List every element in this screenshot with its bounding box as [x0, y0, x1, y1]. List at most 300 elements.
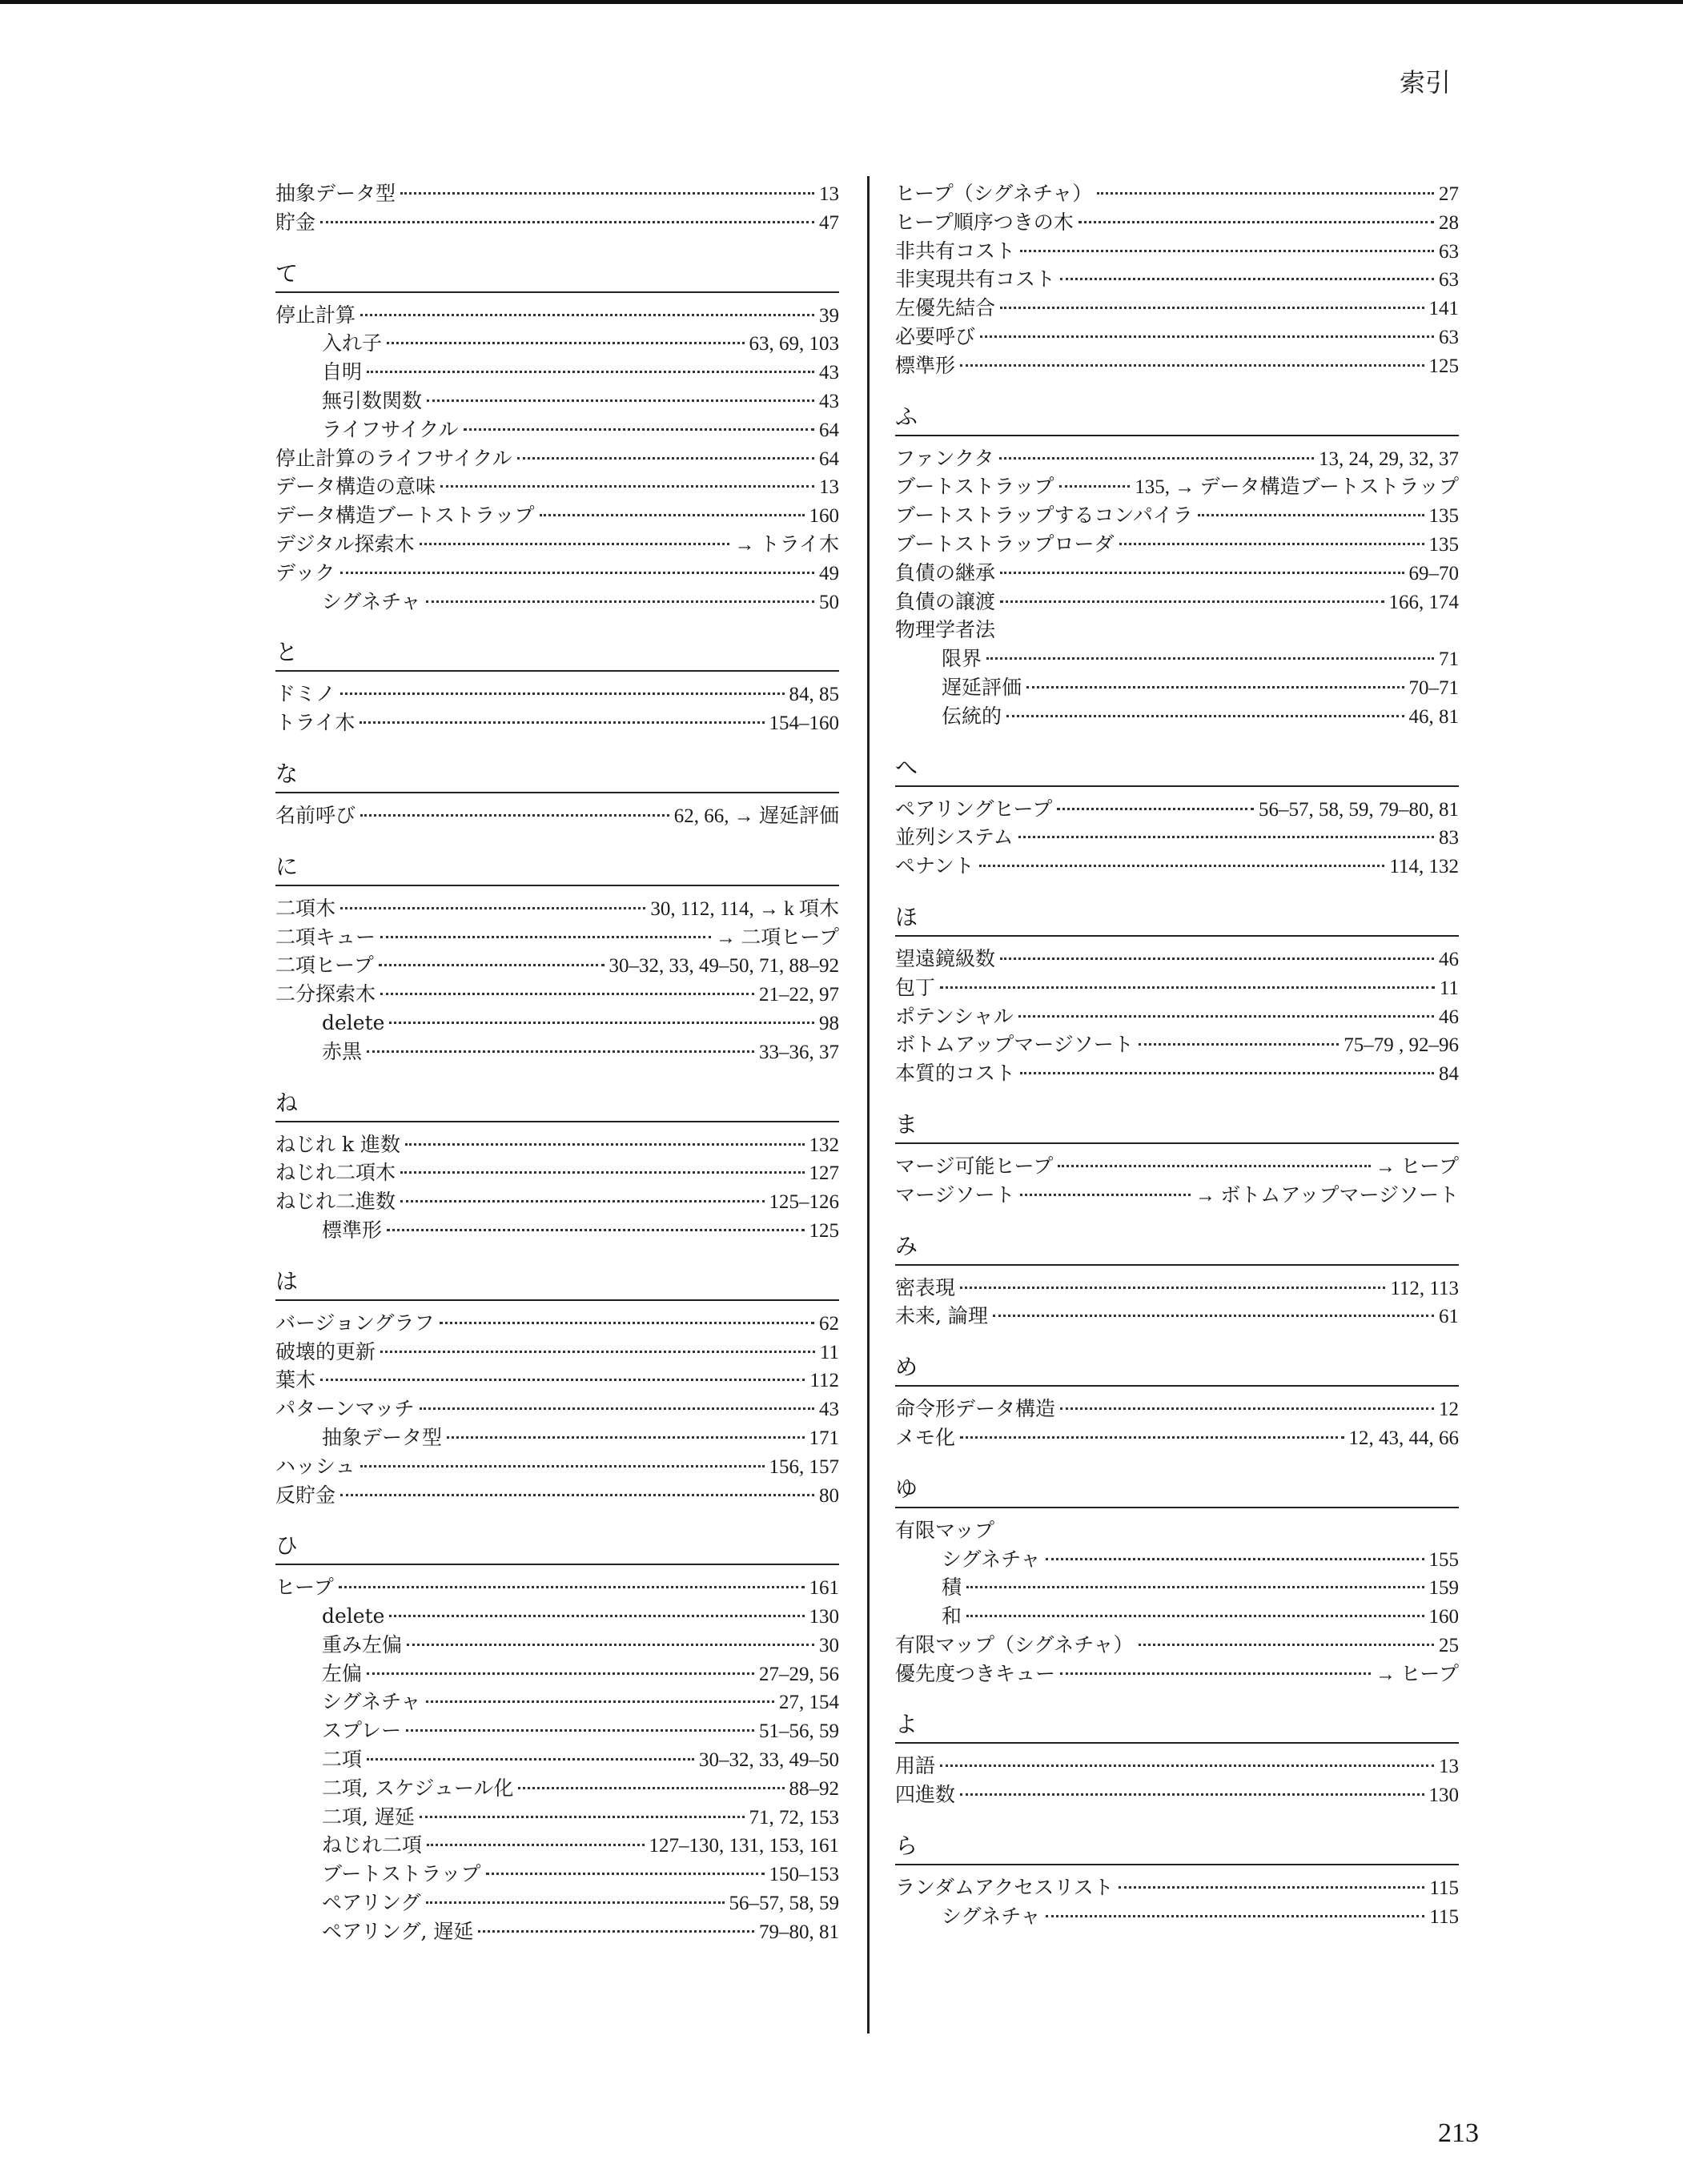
entry-page-ref: 125 — [1428, 355, 1459, 377]
entry-page-ref: 43 — [819, 1399, 839, 1421]
entry-term: 四進数 — [895, 1783, 956, 1807]
dot-leader — [440, 485, 814, 488]
entry-page-ref: 115 — [1429, 1905, 1459, 1928]
index-entry — [895, 1274, 1459, 1303]
entry-term: 和 — [942, 1604, 962, 1628]
entry-page-ref: 27–29, 56 — [759, 1663, 839, 1685]
entry-page-ref: 33–36, 37 — [759, 1041, 839, 1063]
index-subentry — [275, 1917, 839, 1946]
entry-term: 貯金 — [275, 210, 316, 234]
entry-term: ブートストラップローダ — [895, 532, 1115, 556]
section-heading: ま — [895, 1110, 918, 1138]
entry-page-ref: 130 — [1428, 1785, 1459, 1807]
entry-term: 赤黒 — [322, 1039, 363, 1063]
index-entry — [895, 1752, 1459, 1781]
entry-term: 遅延評価 — [942, 675, 1022, 699]
entry-page-ref: 64 — [819, 419, 839, 441]
dot-leader — [400, 192, 814, 195]
section-rule — [275, 1564, 839, 1565]
index-subentry — [895, 644, 1459, 673]
section-heading: に — [275, 853, 299, 880]
entry-page-ref: 11 — [1439, 977, 1459, 999]
entry-term: 二項木 — [275, 896, 336, 920]
dot-leader — [478, 1930, 754, 1933]
dot-leader — [360, 314, 814, 316]
index-section — [895, 399, 1459, 731]
index-subentry — [275, 358, 839, 387]
entry-term: 反貯金 — [275, 1483, 336, 1507]
entry-term: ペアリング — [322, 1891, 421, 1915]
index-entry — [895, 945, 1459, 974]
entry-page-ref: 166, 174 — [1388, 591, 1459, 613]
entry-term: ハッシュ — [275, 1454, 355, 1478]
dot-leader — [518, 1787, 784, 1789]
dot-leader — [940, 1764, 1434, 1767]
section-rule — [895, 1864, 1459, 1865]
entry-term: 左偏 — [322, 1661, 363, 1685]
section-rule — [895, 1742, 1459, 1744]
index-subentry — [275, 1889, 839, 1917]
index-entry — [275, 1573, 839, 1602]
index-subentry — [275, 416, 839, 444]
section-heading: と — [275, 639, 299, 666]
index-section — [895, 1229, 1459, 1331]
index-subentry — [275, 1009, 839, 1038]
entry-page-ref: 39 — [819, 304, 839, 327]
dot-leader — [979, 865, 1385, 867]
index-entry — [895, 616, 1459, 644]
section-heading: よ — [895, 1711, 918, 1738]
index-section — [275, 179, 839, 237]
entry-page-ref: 13, 24, 29, 32, 37 — [1319, 448, 1459, 470]
index-entry — [275, 923, 839, 952]
entry-page-ref: → ヒープ — [1375, 1155, 1459, 1178]
index-entry — [275, 801, 839, 830]
entry-page-ref: 11 — [819, 1341, 839, 1363]
index-entry — [275, 301, 839, 330]
entry-term: マージ可能ヒープ — [895, 1154, 1054, 1178]
entry-page-ref: 43 — [819, 362, 839, 384]
entry-term: メモ化 — [895, 1425, 956, 1449]
index-subentry — [895, 1573, 1459, 1602]
entry-term: 未来, 論理 — [895, 1304, 988, 1328]
entry-term: 二項 — [322, 1748, 363, 1772]
entry-page-ref: 159 — [1428, 1577, 1459, 1600]
entry-page-ref: 13 — [819, 476, 839, 499]
section-rule — [275, 670, 839, 672]
index-entry — [275, 1158, 839, 1187]
index-entry — [895, 294, 1459, 323]
entry-term: 重み左偏 — [322, 1632, 403, 1656]
index-section — [275, 256, 839, 616]
dot-leader — [340, 907, 645, 909]
entry-term: 抽象データ型 — [322, 1425, 443, 1449]
dot-leader — [1018, 836, 1434, 838]
entry-term: 物理学者法 — [895, 618, 996, 642]
section-rule — [895, 935, 1459, 937]
index-entry — [895, 472, 1459, 501]
index-section — [895, 1471, 1459, 1688]
dot-leader — [426, 1901, 725, 1904]
entry-page-ref: 13 — [819, 183, 839, 205]
dot-leader — [1018, 1015, 1434, 1018]
index-entry — [275, 709, 839, 737]
section-heading: み — [895, 1232, 918, 1259]
index-entry — [895, 559, 1459, 588]
index-subentry — [275, 1660, 839, 1688]
index-entry — [895, 1516, 1459, 1545]
index-subentry — [275, 1831, 839, 1860]
entry-page-ref: 84, 85 — [789, 684, 839, 706]
index-entry — [895, 323, 1459, 351]
entry-term: ねじれ k 進数 — [275, 1132, 401, 1156]
entry-term: 包丁 — [895, 975, 936, 999]
entry-term: ボトムアップマージソート — [895, 1033, 1134, 1057]
index-column-left — [275, 179, 839, 1946]
dot-leader — [540, 514, 805, 516]
dot-leader — [966, 1586, 1424, 1588]
index-section — [275, 1086, 839, 1245]
index-section — [895, 900, 1459, 1088]
entry-page-ref: 27, 154 — [779, 1692, 839, 1714]
index-entry — [895, 1059, 1459, 1088]
entry-page-ref: 47 — [819, 211, 839, 234]
entry-page-ref: 30, 112, 114, → k 項木 — [650, 897, 839, 920]
entry-term: ブートストラップ — [895, 475, 1054, 499]
entry-term: ペアリングヒープ — [895, 797, 1053, 821]
dot-leader — [517, 457, 814, 460]
entry-term: 密表現 — [895, 1275, 956, 1299]
entry-page-ref: 130 — [809, 1606, 839, 1628]
dot-leader — [1060, 278, 1434, 280]
dot-leader — [1000, 307, 1424, 309]
index-entry — [275, 179, 839, 208]
index-subentry — [275, 1745, 839, 1774]
entry-page-ref: 46, 81 — [1408, 705, 1459, 728]
entry-term: 二項ヒープ — [275, 953, 374, 978]
index-entry — [895, 1873, 1459, 1902]
index-entry — [895, 852, 1459, 881]
index-entry — [895, 501, 1459, 530]
dot-leader — [960, 1287, 1385, 1289]
index-section — [895, 1829, 1459, 1931]
section-rule — [895, 785, 1459, 787]
index-subentry — [275, 1774, 839, 1803]
entry-page-ref: 51–56, 59 — [759, 1720, 839, 1743]
entry-term: ファンクタ — [895, 446, 994, 470]
entry-term: 望遠鏡級数 — [895, 946, 996, 970]
entry-term: シグネチャ — [322, 1690, 421, 1714]
index-entry — [275, 472, 839, 501]
dot-leader — [960, 1793, 1424, 1796]
index-entry — [275, 208, 839, 237]
dot-leader — [1078, 221, 1434, 223]
entry-term: 限界 — [942, 647, 982, 671]
section-rule — [275, 1299, 839, 1301]
entry-page-ref: 56–57, 58, 59, 79–80, 81 — [1259, 798, 1459, 821]
dot-leader — [400, 1171, 804, 1174]
index-subentry — [275, 588, 839, 616]
entry-page-ref: 112, 113 — [1390, 1277, 1459, 1299]
entry-page-ref: 150–153 — [769, 1864, 839, 1886]
dot-leader — [420, 1407, 814, 1410]
dot-leader — [986, 657, 1434, 660]
dot-leader — [406, 1729, 754, 1732]
index-entry — [895, 444, 1459, 473]
entry-page-ref: 79–80, 81 — [759, 1921, 839, 1943]
dot-leader — [340, 1494, 814, 1496]
index-entry — [275, 1395, 839, 1423]
entry-page-ref: 64 — [819, 448, 839, 470]
entry-term: 有限マップ — [895, 1518, 995, 1542]
entry-page-ref: 63, 69, 103 — [749, 333, 839, 355]
index-section — [275, 635, 839, 737]
index-section — [275, 1528, 839, 1945]
index-subentry — [275, 329, 839, 358]
dot-leader — [1059, 485, 1131, 488]
dot-leader — [320, 1379, 805, 1381]
entry-term: デジタル探索木 — [275, 532, 415, 556]
index-entry — [275, 980, 839, 1009]
index-section — [895, 1107, 1459, 1210]
entry-term: ヒープ順序つきの木 — [895, 210, 1074, 234]
index-subentry — [895, 1545, 1459, 1574]
index-subentry — [275, 1216, 839, 1245]
entry-term: delete — [322, 1010, 385, 1034]
dot-leader — [400, 1200, 764, 1202]
index-entry — [895, 795, 1459, 824]
index-subentry — [275, 1038, 839, 1066]
entry-page-ref: 61 — [1439, 1306, 1459, 1328]
dot-leader — [380, 936, 711, 938]
entry-term: delete — [322, 1604, 385, 1628]
entry-term: 二項, 遅延 — [322, 1805, 415, 1829]
section-heading: ほ — [895, 903, 918, 930]
running-head: 索引 — [1399, 67, 1451, 98]
dot-leader — [1020, 1194, 1191, 1196]
dot-leader — [380, 993, 754, 995]
section-rule — [895, 1385, 1459, 1387]
entry-page-ref: 62 — [819, 1312, 839, 1335]
dot-leader — [427, 399, 814, 402]
entry-page-ref: 125 — [809, 1219, 839, 1242]
entry-term: 負債の譲渡 — [895, 589, 996, 613]
index-entry — [275, 1187, 839, 1216]
index-column-right — [895, 179, 1459, 1931]
entry-term: 伝統的 — [942, 704, 1002, 728]
entry-page-ref: 13 — [1439, 1756, 1459, 1778]
index-entry — [895, 1302, 1459, 1331]
index-subentry — [275, 1688, 839, 1716]
entry-page-ref: 30 — [819, 1634, 839, 1656]
dot-leader — [427, 1844, 644, 1846]
entry-page-ref: 27 — [1439, 183, 1459, 205]
entry-page-ref: 155 — [1428, 1548, 1459, 1571]
index-entry — [275, 1481, 839, 1510]
entry-page-ref: 25 — [1439, 1634, 1459, 1656]
index-section — [275, 1264, 839, 1510]
index-entry — [895, 1030, 1459, 1059]
section-heading: へ — [895, 753, 918, 781]
entry-page-ref: 141 — [1428, 298, 1459, 320]
entry-page-ref: 80 — [819, 1484, 839, 1507]
index-subentry — [275, 1803, 839, 1832]
entry-term: マージソート — [895, 1182, 1015, 1206]
index-entry — [895, 823, 1459, 852]
entry-page-ref: 112 — [809, 1370, 839, 1392]
entry-page-ref: 88–92 — [789, 1777, 839, 1800]
entry-term: データ構造の意味 — [275, 475, 436, 499]
entry-page-ref: 127 — [809, 1162, 839, 1185]
dot-leader — [405, 1143, 804, 1146]
dot-leader — [1026, 686, 1404, 689]
index-entry — [895, 1781, 1459, 1809]
dot-leader — [367, 1050, 754, 1053]
dot-leader — [379, 964, 605, 966]
dot-leader — [1020, 1072, 1434, 1074]
dot-leader — [387, 1229, 804, 1231]
entry-page-ref: 70–71 — [1408, 676, 1459, 699]
section-rule — [895, 1142, 1459, 1144]
index-entry — [895, 237, 1459, 266]
entry-term: 必要呼び — [895, 324, 976, 348]
index-subentry — [895, 1602, 1459, 1631]
entry-term: デック — [275, 560, 335, 584]
entry-page-ref: 62, 66, → 遅延評価 — [673, 805, 839, 827]
entry-page-ref: 49 — [819, 562, 839, 584]
dot-leader — [1119, 543, 1424, 545]
scan-edge — [0, 0, 1683, 4]
dot-leader — [993, 1315, 1434, 1317]
entry-term: ヒープ（シグネチャ） — [895, 182, 1093, 205]
section-rule — [275, 792, 839, 793]
index-subentry — [895, 1902, 1459, 1931]
index-entry — [895, 1423, 1459, 1452]
dot-leader — [426, 1700, 774, 1703]
index-entry — [895, 1631, 1459, 1660]
dot-leader — [1060, 1407, 1434, 1410]
index-entry — [275, 1452, 839, 1481]
entry-term: 用語 — [895, 1754, 936, 1778]
section-heading: ら — [895, 1833, 918, 1860]
entry-term: 優先度つきキュー — [895, 1661, 1056, 1685]
entry-term: 二項, スケジュール化 — [322, 1776, 514, 1800]
entry-page-ref: 63 — [1439, 269, 1459, 291]
entry-page-ref: 75–79 , 92–96 — [1344, 1034, 1459, 1057]
section-rule — [275, 1121, 839, 1122]
index-entry — [275, 1366, 839, 1395]
index-subentry — [275, 1860, 839, 1889]
section-heading: ゆ — [895, 1475, 918, 1502]
section-heading: て — [275, 259, 299, 287]
entry-page-ref: 12 — [1439, 1399, 1459, 1421]
dot-leader — [1000, 600, 1384, 603]
entry-page-ref: 63 — [1439, 240, 1459, 263]
index-subentry — [275, 387, 839, 416]
index-entry — [275, 1130, 839, 1159]
entry-term: 非実現共有コスト — [895, 267, 1056, 291]
dot-leader — [426, 600, 814, 603]
section-heading: ふ — [895, 403, 918, 430]
entry-page-ref: 56–57, 58, 59 — [729, 1893, 839, 1915]
entry-term: 破壊的更新 — [275, 1339, 376, 1363]
index-entry — [275, 559, 839, 588]
dot-leader — [486, 1873, 765, 1875]
dot-leader — [1058, 1165, 1371, 1167]
dot-leader — [420, 1816, 745, 1818]
dot-leader — [360, 1465, 765, 1467]
dot-leader — [1046, 1915, 1425, 1917]
entry-term: ヒープ — [275, 1576, 334, 1600]
entry-page-ref: 135 — [1428, 505, 1459, 528]
index-entry — [895, 588, 1459, 616]
entry-page-ref: 135, → データ構造ブートストラップ — [1135, 476, 1459, 499]
entry-term: ねじれ二項 — [322, 1833, 423, 1857]
entry-term: 標準形 — [895, 353, 956, 377]
dot-leader — [940, 986, 1435, 989]
entry-term: ブートストラップするコンパイラ — [895, 504, 1193, 528]
index-entry — [895, 351, 1459, 380]
entry-page-ref: 114, 132 — [1389, 856, 1459, 878]
dot-leader — [960, 1436, 1344, 1439]
index-entry — [275, 1309, 839, 1338]
index-subentry — [895, 673, 1459, 702]
dot-leader — [320, 221, 814, 223]
index-entry — [895, 179, 1459, 208]
dot-leader — [359, 721, 764, 724]
entry-term: 停止計算 — [275, 303, 356, 327]
dot-leader — [367, 1758, 694, 1760]
entry-term: 葉木 — [275, 1368, 316, 1392]
section-heading: な — [275, 760, 299, 787]
dot-leader — [380, 1351, 815, 1353]
index-subentry — [275, 1631, 839, 1660]
index-entry — [895, 265, 1459, 294]
column-divider — [867, 176, 870, 2033]
entry-page-ref: 132 — [809, 1134, 839, 1156]
entry-page-ref: 30–32, 33, 49–50, 71, 88–92 — [609, 955, 839, 978]
section-heading: は — [275, 1267, 299, 1295]
entry-page-ref: 46 — [1439, 948, 1459, 970]
entry-page-ref: 71 — [1439, 648, 1459, 671]
entry-term: 左優先結合 — [895, 296, 996, 320]
entry-page-ref: 156, 157 — [769, 1455, 839, 1478]
entry-term: 命令形データ構造 — [895, 1397, 1056, 1421]
dot-leader — [1000, 572, 1404, 574]
entry-term: 無引数関数 — [322, 388, 423, 412]
index-entry — [275, 1338, 839, 1367]
entry-term: トライ木 — [275, 711, 355, 735]
entry-term: 抽象データ型 — [275, 182, 396, 205]
index-entry — [895, 1002, 1459, 1031]
dot-leader — [360, 814, 669, 817]
dot-leader — [389, 1615, 804, 1617]
index-section — [895, 1707, 1459, 1809]
entry-term: シグネチャ — [942, 1547, 1041, 1571]
dot-leader — [420, 543, 730, 545]
entry-page-ref: 115 — [1429, 1877, 1459, 1900]
index-entry — [895, 1395, 1459, 1423]
section-rule — [895, 435, 1459, 436]
dot-leader — [387, 342, 744, 344]
entry-term: シグネチャ — [322, 589, 421, 613]
index-subentry — [275, 1423, 839, 1452]
section-rule — [895, 1507, 1459, 1508]
entry-page-ref: 43 — [819, 390, 839, 412]
entry-page-ref: 71, 72, 153 — [749, 1806, 839, 1829]
entry-term: 積 — [942, 1576, 962, 1600]
dot-leader — [1139, 1043, 1339, 1046]
